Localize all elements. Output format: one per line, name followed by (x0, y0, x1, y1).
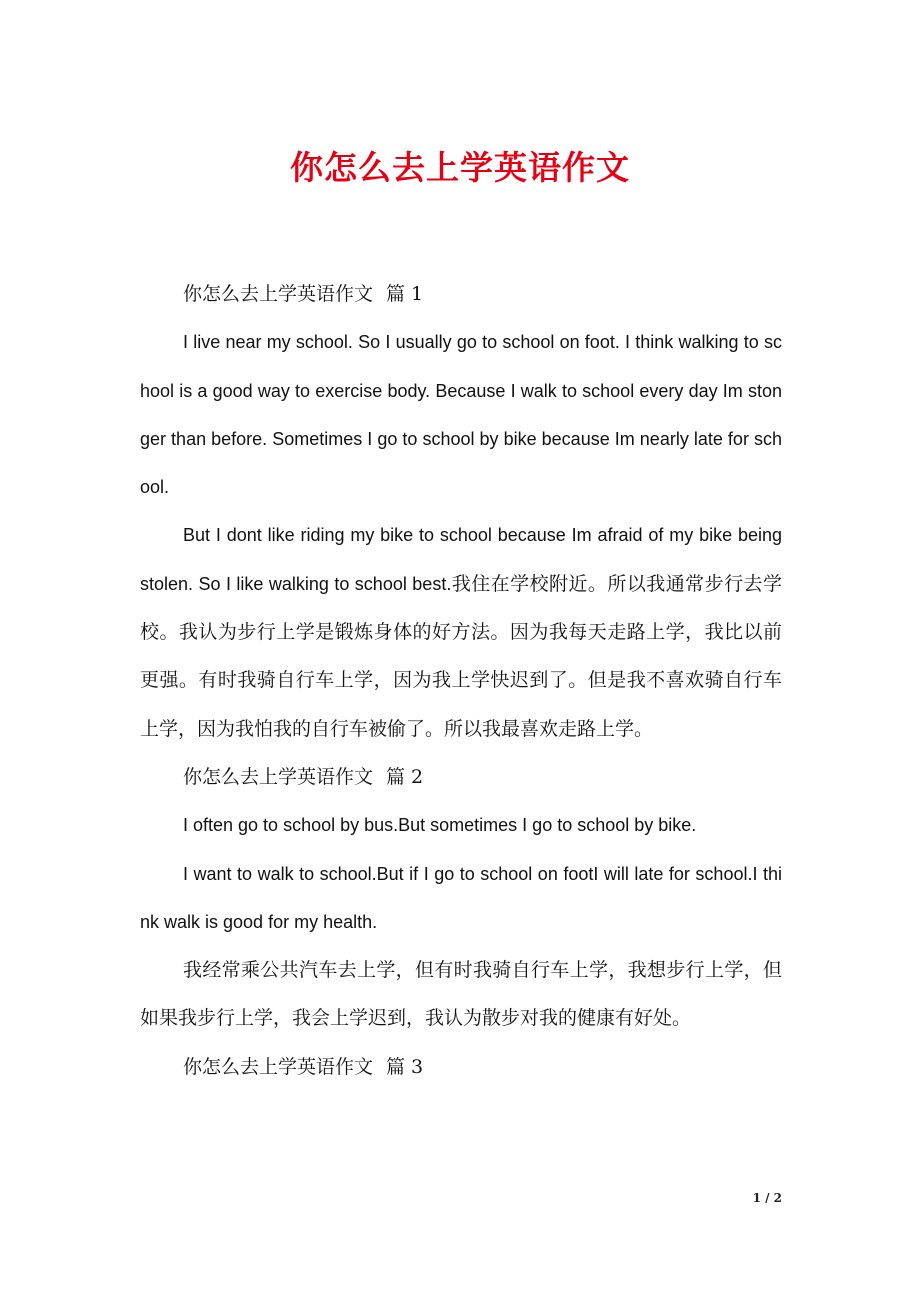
section-number: 篇 3 (386, 1055, 424, 1078)
paragraph-mixed (140, 511, 782, 752)
paragraph-en: I want to walk to school.But if I go to school on footI will late for school.I think walk is good for my health. (140, 863, 782, 932)
section-heading-text: 你怎么去上学英语作文 (183, 283, 374, 305)
paragraph-en-part: But I dont like riding my bike to school because Im afraid of my bike being stolen. So I like walking to school best. (140, 525, 782, 594)
section-heading-text: 你怎么去上学英语作文 (183, 1055, 374, 1078)
document-body (140, 270, 782, 1091)
paragraph-en: I often go to school by bus.But sometimes I go to school by bike. (183, 815, 697, 836)
section-number: 篇 2 (386, 765, 424, 788)
document-title: 你怎么去上学英语作文 (290, 148, 630, 187)
section-heading-1 (140, 270, 782, 318)
page-number: 1 / 2 (752, 1191, 782, 1205)
section-heading-3 (140, 1043, 782, 1091)
paragraph-zh: 我经常乘公共汽车去上学，但有时我骑自行车上学，我想步行上学，但如果我步行上学，我会上学迟到，我认为散步对我的健康有好处。 (140, 959, 782, 1030)
section-number: 篇 1 (386, 283, 424, 305)
paragraph-zh-part: 我住在学校附近。所以我通常步行去学校。我认为步行上学是锻炼身体的好方法。因为我每天走路上学，我比以前更强。有时我骑自行车上学，因为我上学快迟到了。但是我不喜欢骑自行车上学，因为我怕我的自行车被偷了。所以我最喜欢走路上学。 (140, 572, 782, 740)
section-heading-2 (140, 753, 782, 801)
paragraph-en: I live near my school. So I usually go to school on foot. I think walking to school is a good way to exercise body. Because I walk to school every day Im stonger than before. Sometimes I go to school by bike because Im nearly late for school. (140, 332, 782, 498)
section-heading-text: 你怎么去上学英语作文 (183, 765, 374, 788)
